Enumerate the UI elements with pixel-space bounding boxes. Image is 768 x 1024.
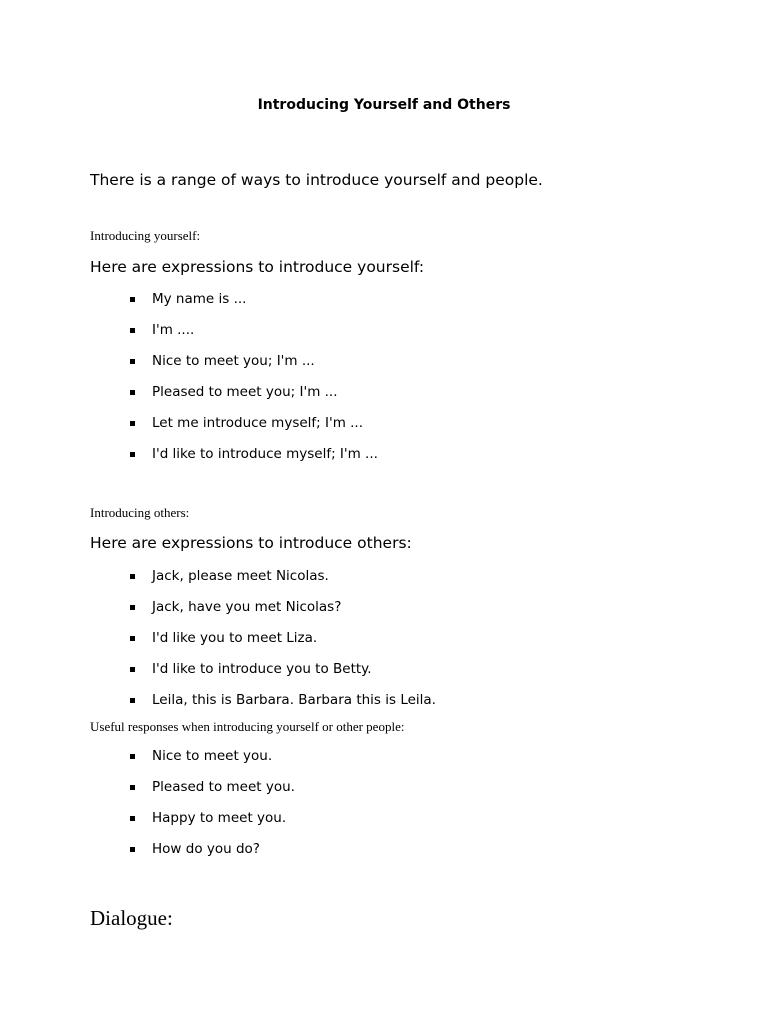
square-bullet-icon: [130, 667, 135, 672]
list-item-text: I'd like you to meet Liza.: [152, 630, 318, 646]
list-item-text: Happy to meet you.: [152, 810, 287, 826]
square-bullet-icon: [130, 359, 135, 364]
list-item: [0, 808, 700, 830]
square-bullet-icon: [130, 390, 135, 395]
list-item: [0, 320, 700, 342]
list-item: [0, 566, 700, 588]
list-item-text: I'd like to introduce you to Betty.: [152, 661, 372, 677]
list-item: [0, 597, 700, 619]
list-item: [0, 659, 700, 681]
square-bullet-icon: [130, 328, 135, 333]
list-item: [0, 289, 700, 311]
square-bullet-icon: [130, 847, 135, 852]
square-bullet-icon: [130, 605, 135, 610]
list-item-text: Nice to meet you.: [152, 748, 273, 764]
list-item: [0, 413, 700, 435]
list-item: [0, 351, 700, 373]
square-bullet-icon: [130, 816, 135, 821]
intro-paragraph: There is a range of ways to introduce yourself and people.: [90, 171, 543, 189]
list-item-text: Pleased to meet you.: [152, 779, 295, 795]
list-item-text: My name is ...: [152, 291, 247, 307]
section-label-useful-responses: Useful responses when introducing yourself or other people:: [90, 719, 405, 734]
list-item: [0, 444, 700, 466]
square-bullet-icon: [130, 698, 135, 703]
list-item: [0, 839, 700, 861]
list-item-text: Nice to meet you; I'm ...: [152, 353, 315, 369]
list-item-text: How do you do?: [152, 841, 260, 857]
section-label-introducing-yourself: Introducing yourself:: [90, 228, 201, 243]
section-lead-introducing-others: Here are expressions to introduce others:: [90, 534, 412, 552]
list-item-text: Leila, this is Barbara. Barbara this is Leila.: [152, 692, 436, 708]
dialogue-heading: Dialogue:: [90, 906, 173, 930]
list-item-text: I'd like to introduce myself; I'm ...: [152, 446, 378, 462]
page-title: Introducing Yourself and Others: [257, 97, 511, 113]
square-bullet-icon: [130, 636, 135, 641]
square-bullet-icon: [130, 421, 135, 426]
list-item-text: Jack, have you met Nicolas?: [152, 599, 342, 615]
square-bullet-icon: [130, 452, 135, 457]
square-bullet-icon: [130, 574, 135, 579]
square-bullet-icon: [130, 754, 135, 759]
section-label-introducing-others: Introducing others:: [90, 505, 190, 520]
list-item: [0, 382, 700, 404]
list-item: [0, 746, 700, 768]
list-item-text: Let me introduce myself; I'm ...: [152, 415, 364, 431]
list-item-text: Jack, please meet Nicolas.: [152, 568, 329, 584]
list-item: [0, 628, 700, 650]
list-item: [0, 777, 700, 799]
list-item-text: Pleased to meet you; I'm ...: [152, 384, 338, 400]
square-bullet-icon: [130, 297, 135, 302]
list-item-text: I'm ....: [152, 322, 195, 338]
square-bullet-icon: [130, 785, 135, 790]
section-lead-introducing-yourself: Here are expressions to introduce yourself:: [90, 258, 425, 276]
list-item: [0, 690, 700, 712]
